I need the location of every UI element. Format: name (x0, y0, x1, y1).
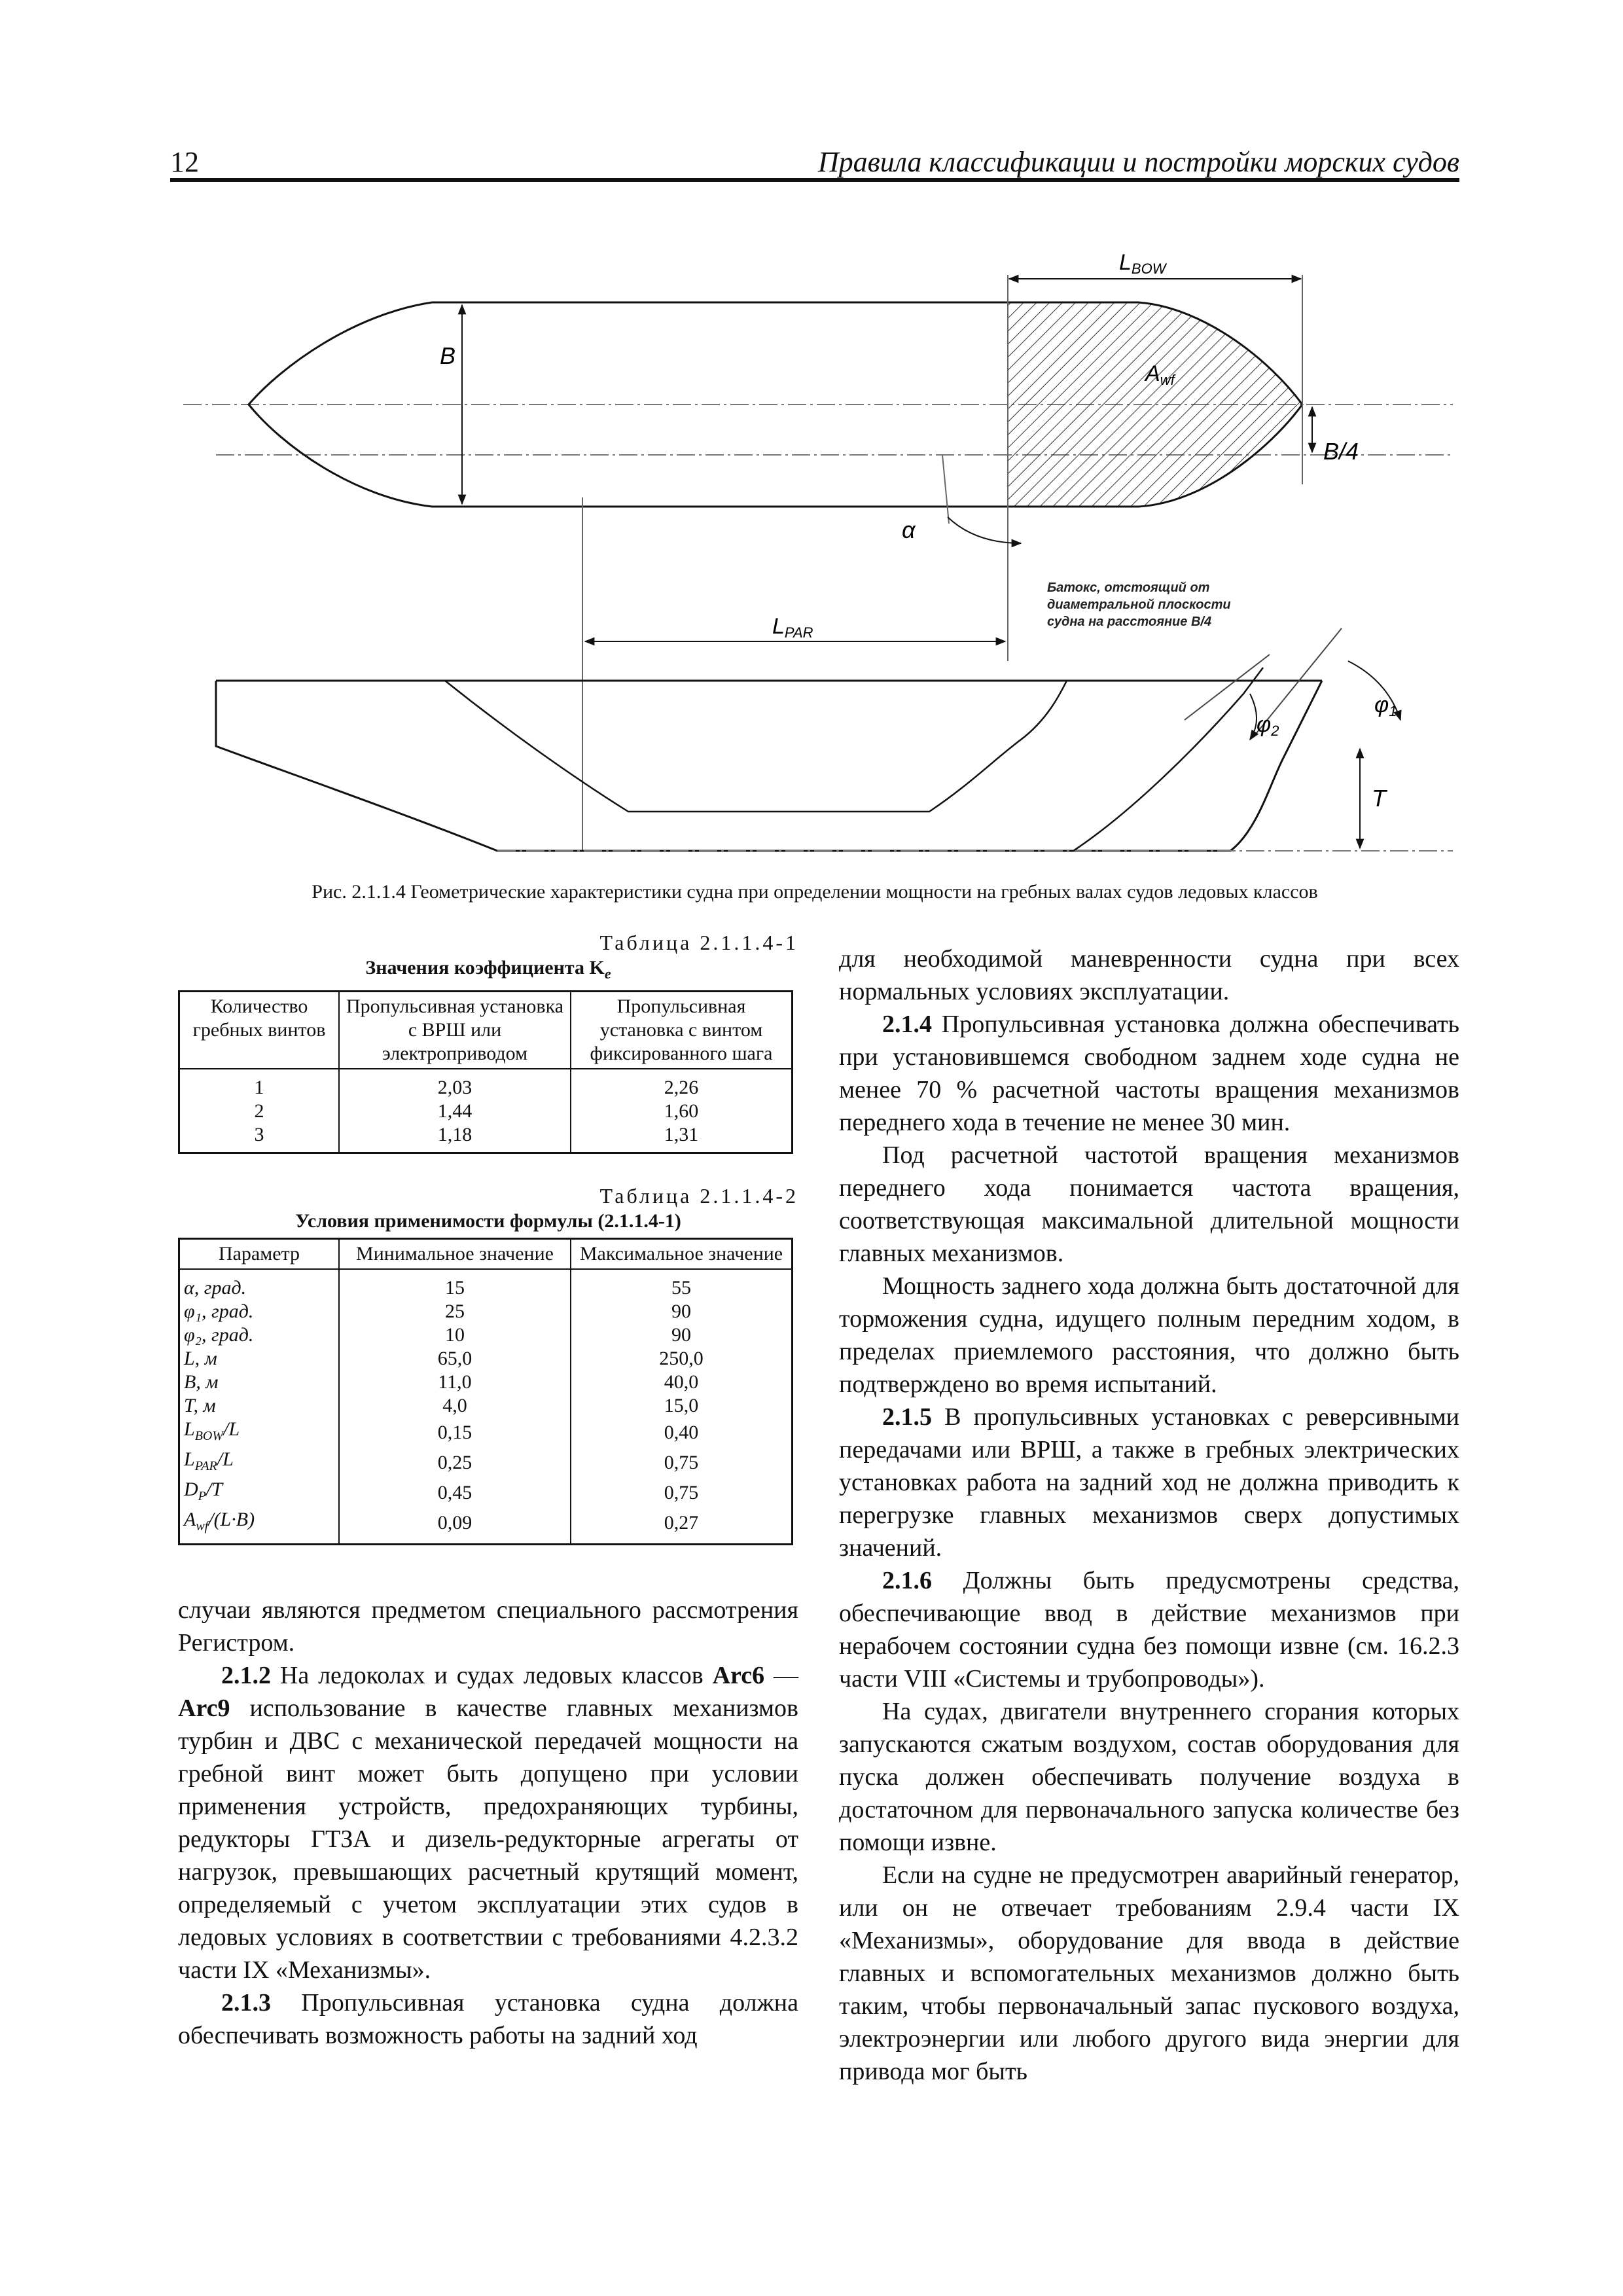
table-cell: B, м (179, 1371, 340, 1394)
table-cell: 15,0 (571, 1394, 793, 1418)
table-cell: T, м (179, 1394, 340, 1418)
alpha-reference-line (942, 455, 949, 524)
table-row (179, 1347, 793, 1371)
clause-number: 2.1.6 (882, 1567, 932, 1594)
table-cell: $A_{wf}/(L\cdot B)$ (179, 1508, 340, 1545)
paragraph: Под расчетной частотой вращения механизмов переднего хода понимается частота вращения, соответствующая максимальной длительной мощности главных механизмов. (839, 1141, 1459, 1267)
table-cell: 0,15 (339, 1418, 571, 1448)
section-curve (445, 681, 1067, 812)
table2-label: Таблица 2.1.1.4-2 (599, 1184, 798, 1208)
paragraph-2-1-5: 2.1.5 В пропульсивных установках с реверсивными передачами или ВРШ, а также в гребных электрических установках работа на задний ход не должна приводить к перегрузке главных механизмов сверх допустимых значений. (839, 1403, 1459, 1562)
table1-header-cell: Пропульсивная установка с ВРШ или электроприводом (339, 992, 571, 1069)
b-label: B (440, 342, 456, 369)
table-cell: $L_{BOW}/L$ (179, 1418, 340, 1448)
table-cell: 1,44 (339, 1100, 571, 1123)
table-cell: 0,45 (339, 1478, 571, 1508)
clause-number: 2.1.2 (221, 1662, 271, 1689)
table2-title: Условия применимости формулы (2.1.1.4-1) (295, 1210, 681, 1232)
table1-title: Значения коэффициента $K_e$ (365, 957, 611, 982)
table-row (179, 1508, 793, 1545)
table1 (178, 990, 793, 1154)
table-row (179, 1371, 793, 1394)
table-cell: 90 (571, 1300, 793, 1323)
table2-header-cell: Максимальное значение (571, 1239, 793, 1270)
clause-number: 2.1.3 (221, 1989, 271, 2017)
paragraph-2-1-2: 2.1.2 На ледоколах и судах ледовых классов Arc6 — Arc9 использование в качестве главных механизмов турбин и ДВС с механической передачей мощности на гребной винт может быть допущено при условии применения устройств, предохраняющих турбины, редукторы ГТЗА и дизель-редукторные агрегаты от нагрузок, превышающих расчетный крутящий момент, определяемый с учетом эксплуатации этих судов в ледовых условиях в соответствии с требованиями 4.2.3.2 части IX «Механизмы». (178, 1662, 798, 1984)
b4-label: B/4 (1323, 438, 1359, 465)
l-par-label: LPAR (772, 614, 813, 641)
paragraph: Мощность заднего хода должна быть достаточной для торможения судна, идущего полным передним ходом, в пределах приемлемого расстояния, что должно быть подтверждено во время испытаний. (839, 1272, 1459, 1398)
table2-header-cell: Параметр (179, 1239, 340, 1270)
table-cell: 2 (179, 1100, 340, 1123)
left-column (178, 929, 798, 2052)
phi2-tangent-line (1185, 655, 1270, 720)
table-cell: 0,25 (339, 1448, 571, 1478)
table-cell: 65,0 (339, 1347, 571, 1371)
waterline-bow-area-hatch (1008, 302, 1302, 507)
table-cell: 0,40 (571, 1418, 793, 1448)
t-label: T (1372, 785, 1386, 812)
table-row (179, 1478, 793, 1508)
table1-label: Таблица 2.1.1.4-1 (599, 931, 798, 954)
table-cell: 40,0 (571, 1371, 793, 1394)
table-row (179, 1069, 793, 1100)
l-bow-label: LBOW (1119, 250, 1166, 277)
paragraph-2-1-4: 2.1.4 Пропульсивная установка должна обеспечивать при установившемся свободном заднем ходе судна не менее 70 % расчетной частоты вращения механизмов переднего хода в течение не менее 30 мин. (839, 1011, 1459, 1136)
table-cell: $L_{PAR}/L$ (179, 1448, 340, 1478)
table2 (178, 1238, 793, 1545)
right-column (839, 942, 1459, 2088)
phi2-label: φ2 (1257, 712, 1279, 739)
table1-header-cell: Пропульсивная установка с винтом фиксированного шага (571, 992, 793, 1069)
clause-number: 2.1.5 (882, 1403, 932, 1431)
ship-geometry-figure (170, 236, 1459, 864)
profile-hull-outline (216, 681, 1322, 851)
table-row (179, 1100, 793, 1123)
page-number: 12 (170, 146, 199, 178)
table-cell: 2,03 (339, 1069, 571, 1100)
table-cell: 25 (339, 1300, 571, 1323)
table-cell: 11,0 (339, 1371, 571, 1394)
left-body-text (178, 1594, 798, 2052)
header-rule (170, 178, 1459, 182)
table-cell: 1,31 (571, 1123, 793, 1153)
phi2-arc (1250, 694, 1257, 740)
paragraph: На судах, двигатели внутреннего сгорания которых запускаются сжатым воздухом, состав оборудования для пуска должен обеспечивать получение воздуха в достаточном для первоначального запуска количестве без помощи извне. (839, 1698, 1459, 1856)
table-row (179, 1269, 793, 1300)
table-cell: 1,60 (571, 1100, 793, 1123)
running-title: Правила классификации и постройки морских судов (817, 146, 1459, 178)
table-cell: 0,75 (571, 1478, 793, 1508)
table-row (179, 1123, 793, 1153)
table-cell: 0,75 (571, 1448, 793, 1478)
table-cell: 1 (179, 1069, 340, 1100)
table-cell: $D_P/T$ (179, 1478, 340, 1508)
clause-number: 2.1.4 (882, 1011, 932, 1038)
table-cell: L, м (179, 1347, 340, 1371)
paragraph: случаи являются предметом специального рассмотрения Регистром. (178, 1596, 798, 1657)
table-row (179, 1418, 793, 1448)
buttock-bow-curve (1073, 668, 1263, 851)
table2-body (179, 1269, 793, 1545)
table-cell: 90 (571, 1323, 793, 1347)
table-cell: 55 (571, 1269, 793, 1300)
alpha-arc (948, 517, 1021, 543)
table-row (179, 1300, 793, 1323)
paragraph: для необходимой маневренности судна при всех нормальных условиях эксплуатации. (839, 945, 1459, 1005)
table2-header-cell: Минимальное значение (339, 1239, 571, 1270)
phi1-label: φ1 (1374, 692, 1397, 719)
table-cell: α, град. (179, 1269, 340, 1300)
table-cell: 15 (339, 1269, 571, 1300)
figure-caption: Рис. 2.1.1.4 Геометрические характеристики судна при определении мощности на гребных валах судов ледовых классов (312, 881, 1318, 903)
paragraph: Если на судне не предусмотрен аварийный генератор, или он не отвечает требованиям 2.9.4 части IX «Механизмы», оборудование для ввода в действие главных и вспомогательных механизмов должно быть таким, чтобы первоначальный запас пускового воздуха, электроэнергии или любого другого вида энергии для привода мог быть (839, 1861, 1459, 2085)
table-cell: φ₁, град. (179, 1300, 340, 1323)
table-cell: 0,27 (571, 1508, 793, 1545)
table-cell: 250,0 (571, 1347, 793, 1371)
table-cell: 0,09 (339, 1508, 571, 1545)
alpha-label: α (902, 516, 916, 543)
table-row (179, 1323, 793, 1347)
buttock-note: Батокс, отстоящий от диаметральной плоскости судна на расстояние B/4 (1047, 581, 1231, 629)
table1-header-cell: Количество гребных винтов (179, 992, 340, 1069)
table-cell: 4,0 (339, 1394, 571, 1418)
table-cell: 3 (179, 1123, 340, 1153)
table-row (179, 1448, 793, 1478)
ship-geometry-drawing (170, 236, 1459, 864)
paragraph-2-1-3: 2.1.3 Пропульсивная установка судна должна обеспечивать возможность работы на задний ход (178, 1989, 798, 2049)
table-cell: 2,26 (571, 1069, 793, 1100)
paragraph-2-1-6: 2.1.6 Должны быть предусмотрены средства, обеспечивающие ввод в действие механизмов при нерабочем состоянии судна без помощи извне (см. 16.2.3 части VIII «Системы и трубопроводы»). (839, 1567, 1459, 1693)
table-cell: 10 (339, 1323, 571, 1347)
page-header (170, 145, 1459, 182)
table-cell: φ₂, град. (179, 1323, 340, 1347)
awf-label: Awf (1145, 361, 1175, 388)
table-cell: 1,18 (339, 1123, 571, 1153)
table-row (179, 1394, 793, 1418)
